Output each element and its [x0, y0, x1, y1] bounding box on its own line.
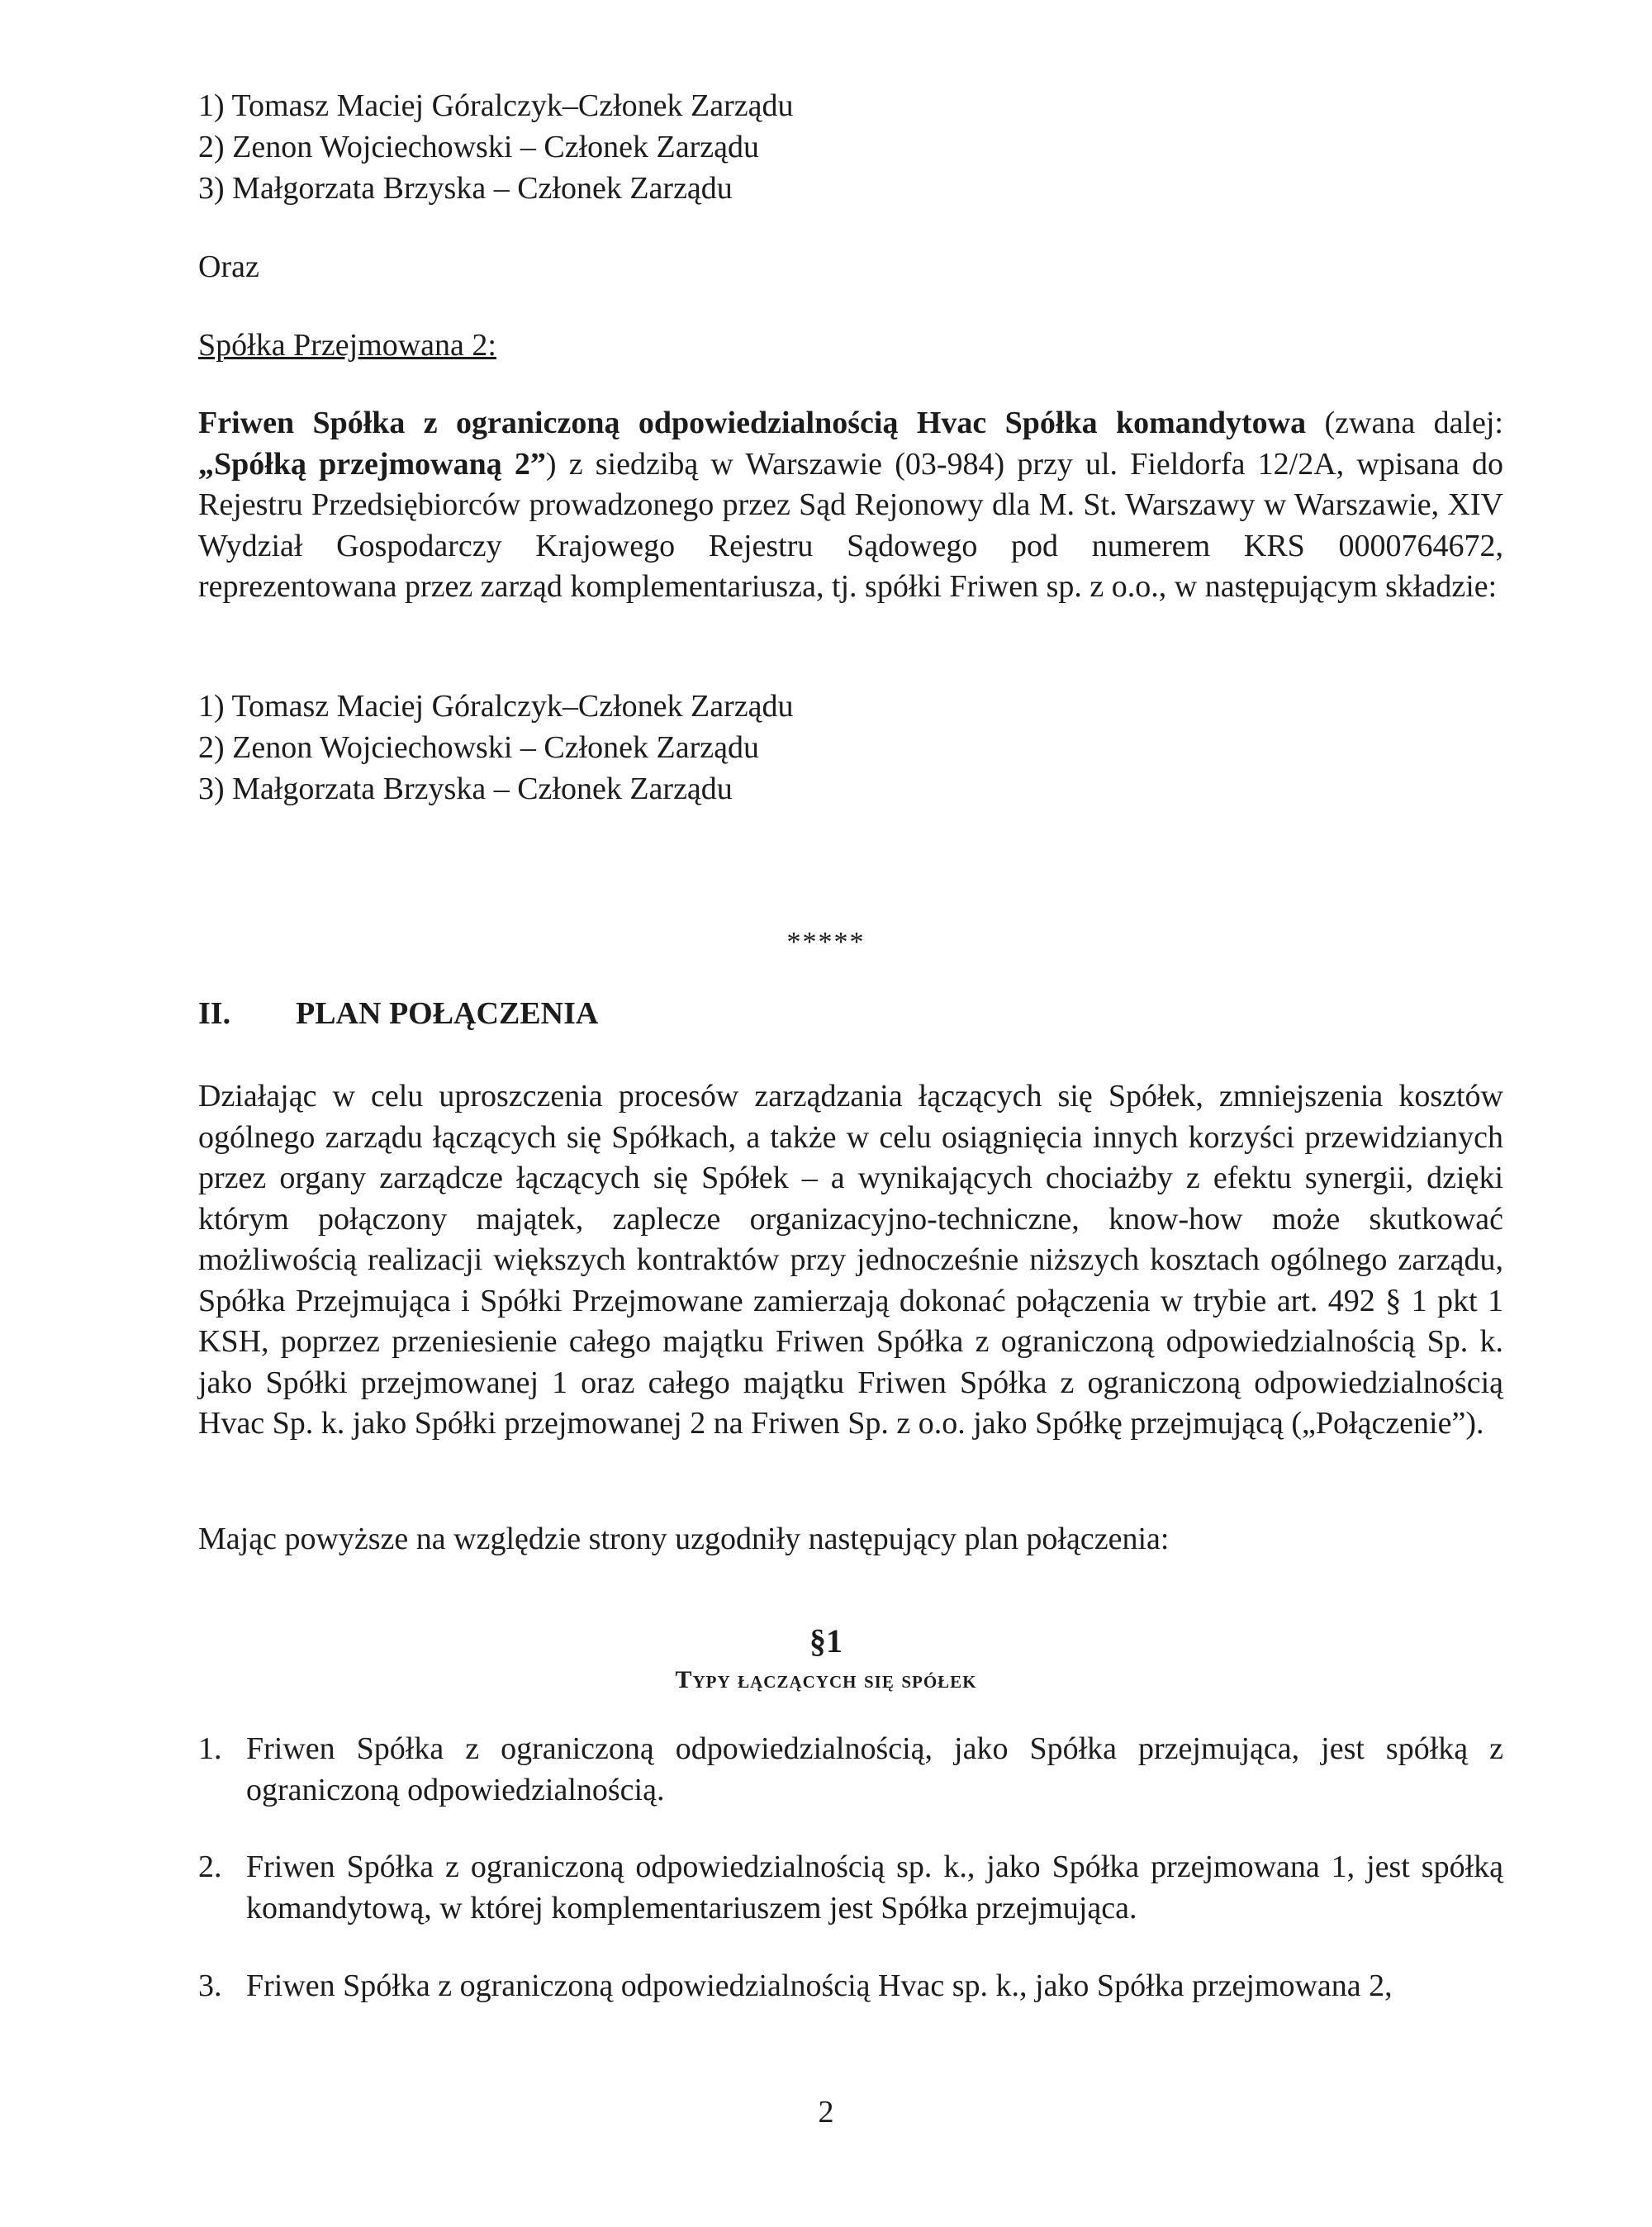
board-member-line: 2) Zenon Wojciechowski – Członek Zarządu: [198, 730, 759, 765]
paragraph-title: Typy łączących się spółek: [675, 1666, 977, 1693]
board-member-line: 3) Małgorzata Brzyska – Członek Zarządu: [198, 772, 733, 806]
list-item-number: 1.: [198, 1731, 222, 1766]
list-item-text: Friwen Spółka z ograniczoną odpowiedzialnością sp. k., jako Spółka przejmowana 1, jest spółką komandytową, w której komplementariuszem jest Spółka przejmująca.: [246, 1850, 1503, 1925]
paragraph-sign: §1: [809, 1622, 843, 1660]
board-member-line: 1) Tomasz Maciej Góralczyk–Członek Zarządu: [198, 88, 794, 123]
company2-heading: Spółka Przejmowana 2:: [198, 328, 496, 363]
section-number: II.: [198, 996, 231, 1031]
company2-description: [198, 403, 1503, 608]
section-separator: *****: [786, 927, 866, 957]
conjunction-text: Oraz: [198, 249, 259, 284]
board-member-line: 1) Tomasz Maciej Góralczyk–Członek Zarządu: [198, 689, 794, 724]
plan-paragraph: Działając w celu uproszczenia procesów zarządzania łączących się Spółek, zmniejszenia kosztów ogólnego zarządu łączących się Spółkach, a także w celu osiągnięcia innych korzyści przewidzianych przez organy zarządcze łączących się Spółek – a wynikających chociażby z efektu synergii, dzięki którym połączony majątek, zaplecze organizacyjno-techniczne, know-how może skutkować możliwością realizacji większych kontraktów przy jednocześnie niższych kosztach ogólnego zarządu, Spółka Przejmująca i Spółki Przejmowane zamierzają dokonać połączenia w trybie art. 492 § 1 pkt 1 KSH, poprzez przeniesienie całego majątku Friwen Spółka z ograniczoną odpowiedzialnością Sp. k. jako Spółki przejmowanej 1 oraz całego majątku Friwen Spółka z ograniczoną odpowiedzialnością Hvac Sp. k. jako Spółki przejmowanej 2 na Friwen Sp. z o.o. jako Spółkę przejmującą („Połączenie”).: [198, 1079, 1503, 1441]
company2-text-1: (zwana dalej:: [1306, 406, 1503, 440]
page-number: 2: [818, 2095, 834, 2130]
company2-name: Friwen Spółka z ograniczoną odpowiedzialnością Hvac Spółka komandytowa: [198, 406, 1307, 440]
list-item-number: 2.: [198, 1850, 222, 1884]
list-item-number: 3.: [198, 1968, 222, 2003]
section-title: PLAN POŁĄCZENIA: [296, 996, 599, 1031]
board-member-line: 2) Zenon Wojciechowski – Członek Zarządu: [198, 130, 759, 164]
company2-text-2: ) z siedzibą w Warszawie (03-984) przy ul. Fieldorfa 12/2A, wpisana do Rejestru Przedsiębiorców prowadzonego przez Sąd Rejonowy dla M. St. Warszawy w Warszawie, XIV Wydział Gospodarczy Krajowego Rejestru Sądowego pod numerem KRS 0000764672, reprezentowana przez zarząd komplementariusza, tj. spółki Friwen sp. z o.o., w następującym składzie:: [198, 446, 1503, 604]
company2-alias: „Spółką przejmowaną 2”: [198, 446, 546, 482]
list-item-text: Friwen Spółka z ograniczoną odpowiedzialnością, jako Spółka przejmująca, jest spółką z ograniczoną odpowiedzialnością.: [246, 1731, 1503, 1807]
agreement-line: Mając powyższe na względzie strony uzgodniły następujący plan połączenia:: [198, 1522, 1170, 1556]
board-member-line: 3) Małgorzata Brzyska – Członek Zarządu: [198, 171, 733, 206]
list-item-text: Friwen Spółka z ograniczoną odpowiedzialnością Hvac sp. k., jako Spółka przejmowana 2,: [246, 1968, 1393, 2003]
